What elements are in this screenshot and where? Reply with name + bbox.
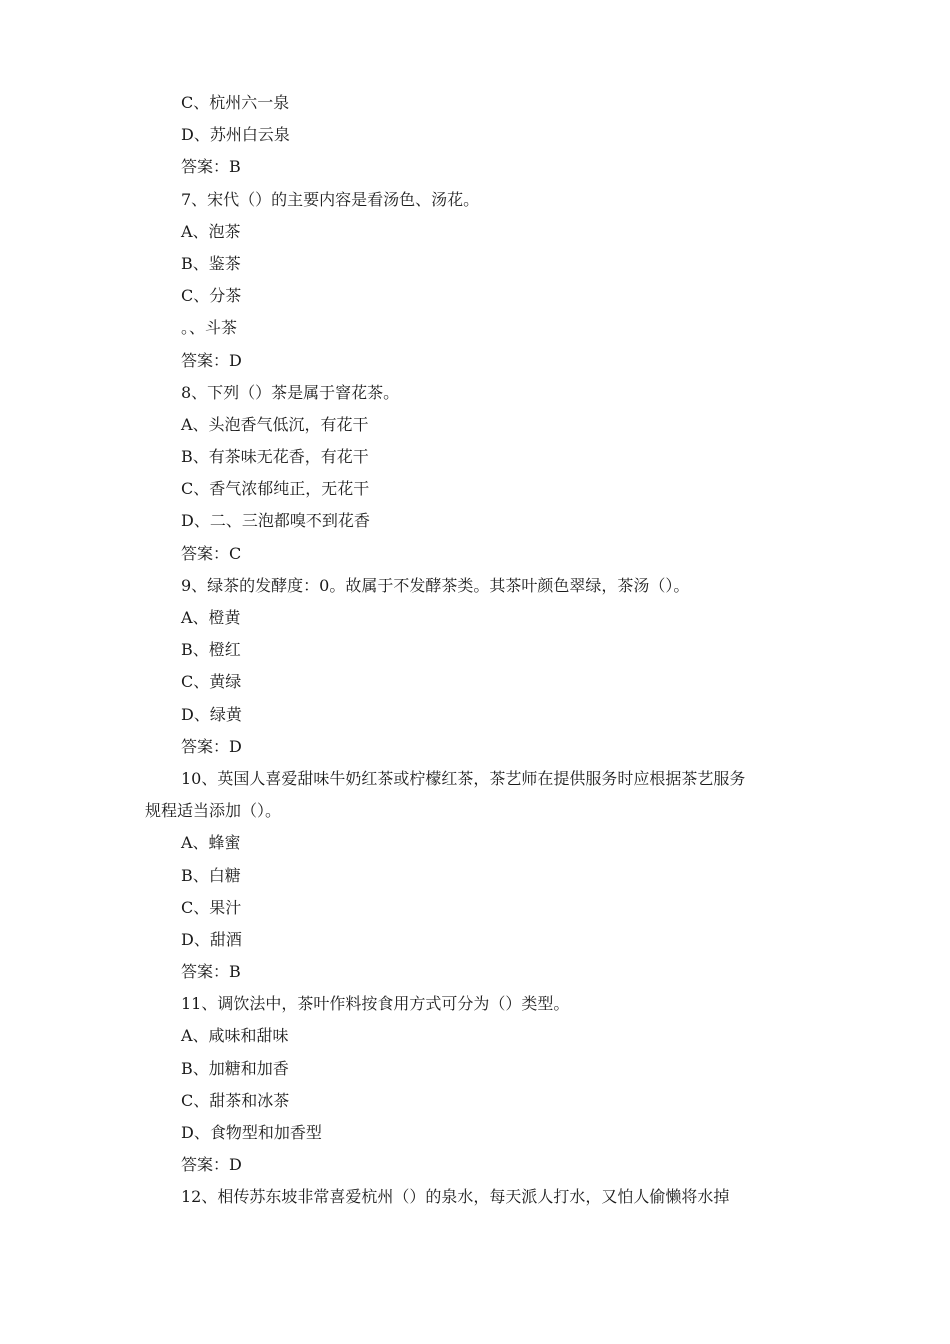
text-line: D、食物型和加香型: [181, 1123, 322, 1142]
text-line: 8、下列（）茶是属于窨花茶。: [181, 382, 400, 402]
text-line: C、香气浓郁纯正，无花干: [181, 479, 370, 499]
text-line: 答案：B: [181, 157, 241, 177]
text-line: C、黄绿: [181, 672, 242, 692]
text-line: B、加糖和加香: [181, 1058, 289, 1078]
text-line: 答案：B: [181, 962, 241, 982]
text-line: 11、调饮法中，茶叶作料按食用方式可分为（）类型。: [181, 994, 570, 1014]
document-body: [145, 87, 835, 1214]
text-line: A、蜂蜜: [181, 833, 241, 853]
text-line: 9、绿茶的发酵度：0。故属于不发酵茶类。其茶叶颜色翠绿，茶汤（）。: [181, 575, 690, 595]
text-line: 7、宋代（）的主要内容是看汤色、汤花。: [181, 189, 480, 209]
text-line: D、二、三泡都嗅不到花香: [181, 511, 370, 531]
text-line: 10、英国人喜爱甜味牛奶红茶或柠檬红茶，茶艺师在提供服务时应根据茶艺服务: [181, 768, 746, 788]
text-line: 12、相传苏东坡非常喜爱杭州（）的泉水，每天派人打水，又怕人偷懒将水掉: [181, 1187, 730, 1207]
text-line: B、有茶味无花香，有花干: [181, 447, 369, 467]
text-line: 答案：D: [181, 350, 242, 370]
text-line: C、果汁: [181, 897, 242, 917]
text-line-continuation: 规程适当添加（）。: [145, 801, 282, 821]
text-line: B、橙红: [181, 640, 241, 660]
text-line: C、杭州六一泉: [181, 93, 290, 112]
text-line: B、白糖: [181, 865, 241, 885]
text-line: A、橙黄: [181, 608, 241, 627]
text-line: A、泡茶: [181, 221, 241, 241]
text-line: D、苏州白云泉: [181, 125, 290, 145]
text-line: 。、斗茶: [181, 318, 238, 338]
text-line: A、咸味和甜味: [181, 1026, 289, 1046]
text-line: C、甜茶和冰茶: [181, 1090, 290, 1110]
text-line: A、头泡香气低沉，有花干: [181, 414, 369, 434]
text-line: 答案：D: [181, 1155, 242, 1175]
text-line: 答案：D: [181, 736, 242, 756]
text-line: D、绿黄: [181, 704, 242, 724]
text-line: C、分茶: [181, 286, 242, 306]
text-line: B、鉴茶: [181, 253, 241, 273]
text-line: D、甜酒: [181, 929, 242, 949]
text-line: 答案：C: [181, 543, 242, 563]
